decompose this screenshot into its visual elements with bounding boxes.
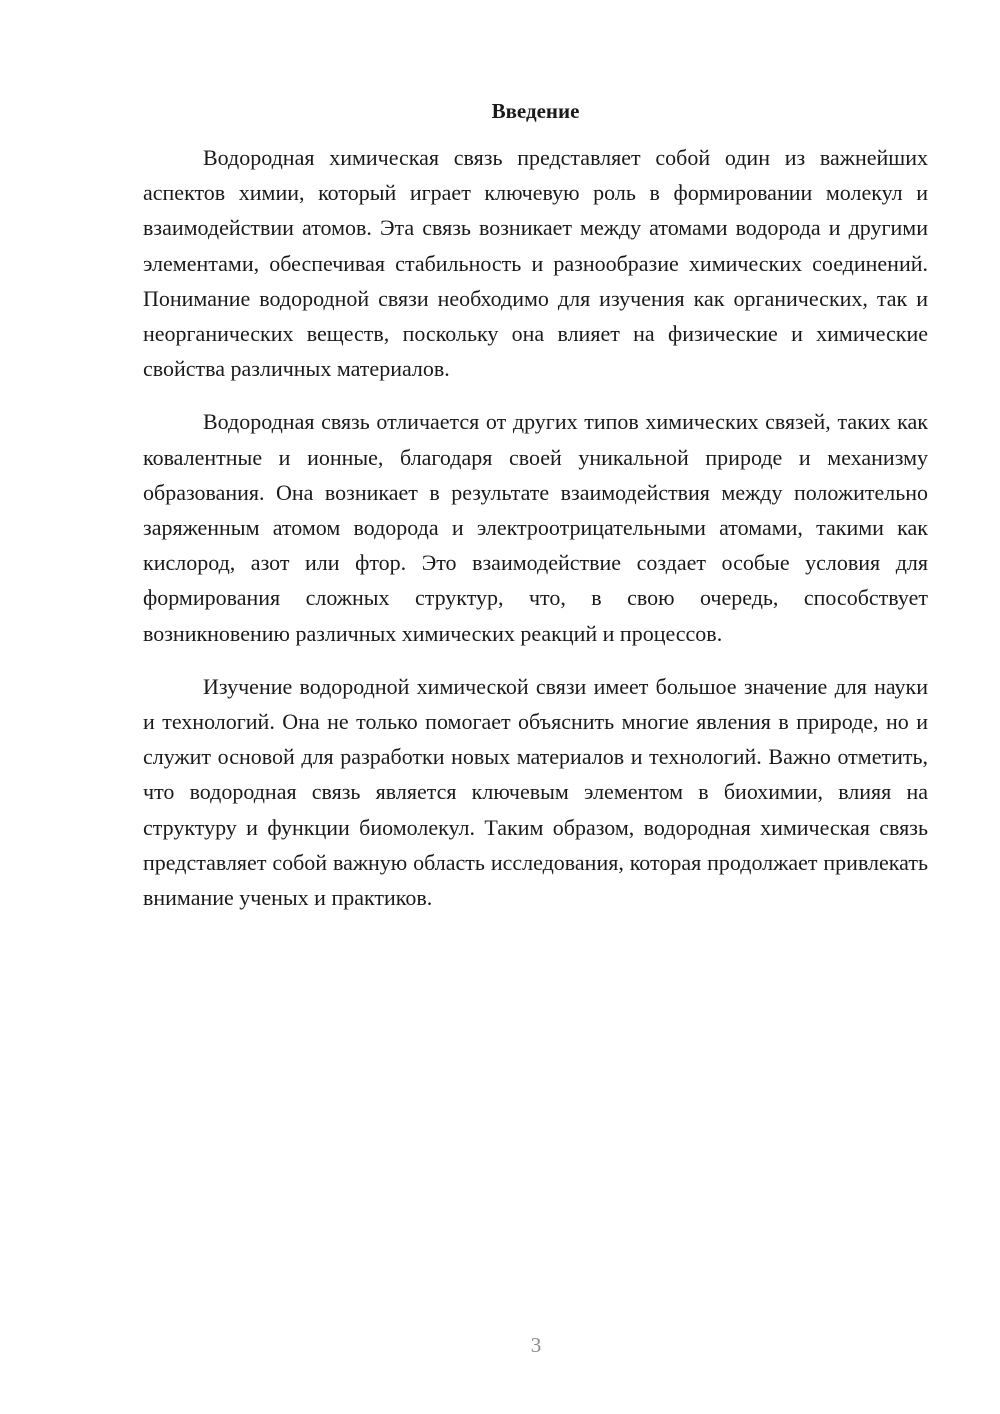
paragraph-3: Изучение водородной химической связи имеет большое значение для науки и технологий. Она не только помогает объяснить многие явления в природе, но и служит основой для разработки новых материалов и технологий. Важно отметить, что водородная связь является ключевым элементом в биохимии, влияя на структуру и функции биомолекул. Таким образом, водородная химическая связь представляет собой важную область исследования, которая продолжает привлекать внимание ученых и практиков. <box>143 673 928 911</box>
page-content <box>143 96 928 933</box>
paragraph-1: Водородная химическая связь представляет собой один из важнейших аспектов химии, который играет ключевую роль в формировании молекул и взаимодействии атомов. Эта связь возникает между атомами водорода и другими элементами, обеспечивая стабильность и разнообразие химических соединений. Понимание водородной связи необходимо для изучения как органических, так и неорганических веществ, поскольку она влияет на физические и химические свойства различных материалов. <box>143 145 928 382</box>
paragraph-2: Водородная связь отличается от других типов химических связей, таких как ковалентные и ионные, благодаря своей уникальной природе и механизму образования. Она возникает в результате взаимодействия между положительно заряженным атомом водорода и электроотрицательными атомами, такими как кислород, азот или фтор. Это взаимодействие создает особые условия для формирования сложных структур, что, в свою очередь, способствует возникновению различных химических реакций и процессов. <box>143 409 928 646</box>
section-heading: Введение <box>491 99 580 123</box>
page-number: 3 <box>530 1333 542 1357</box>
